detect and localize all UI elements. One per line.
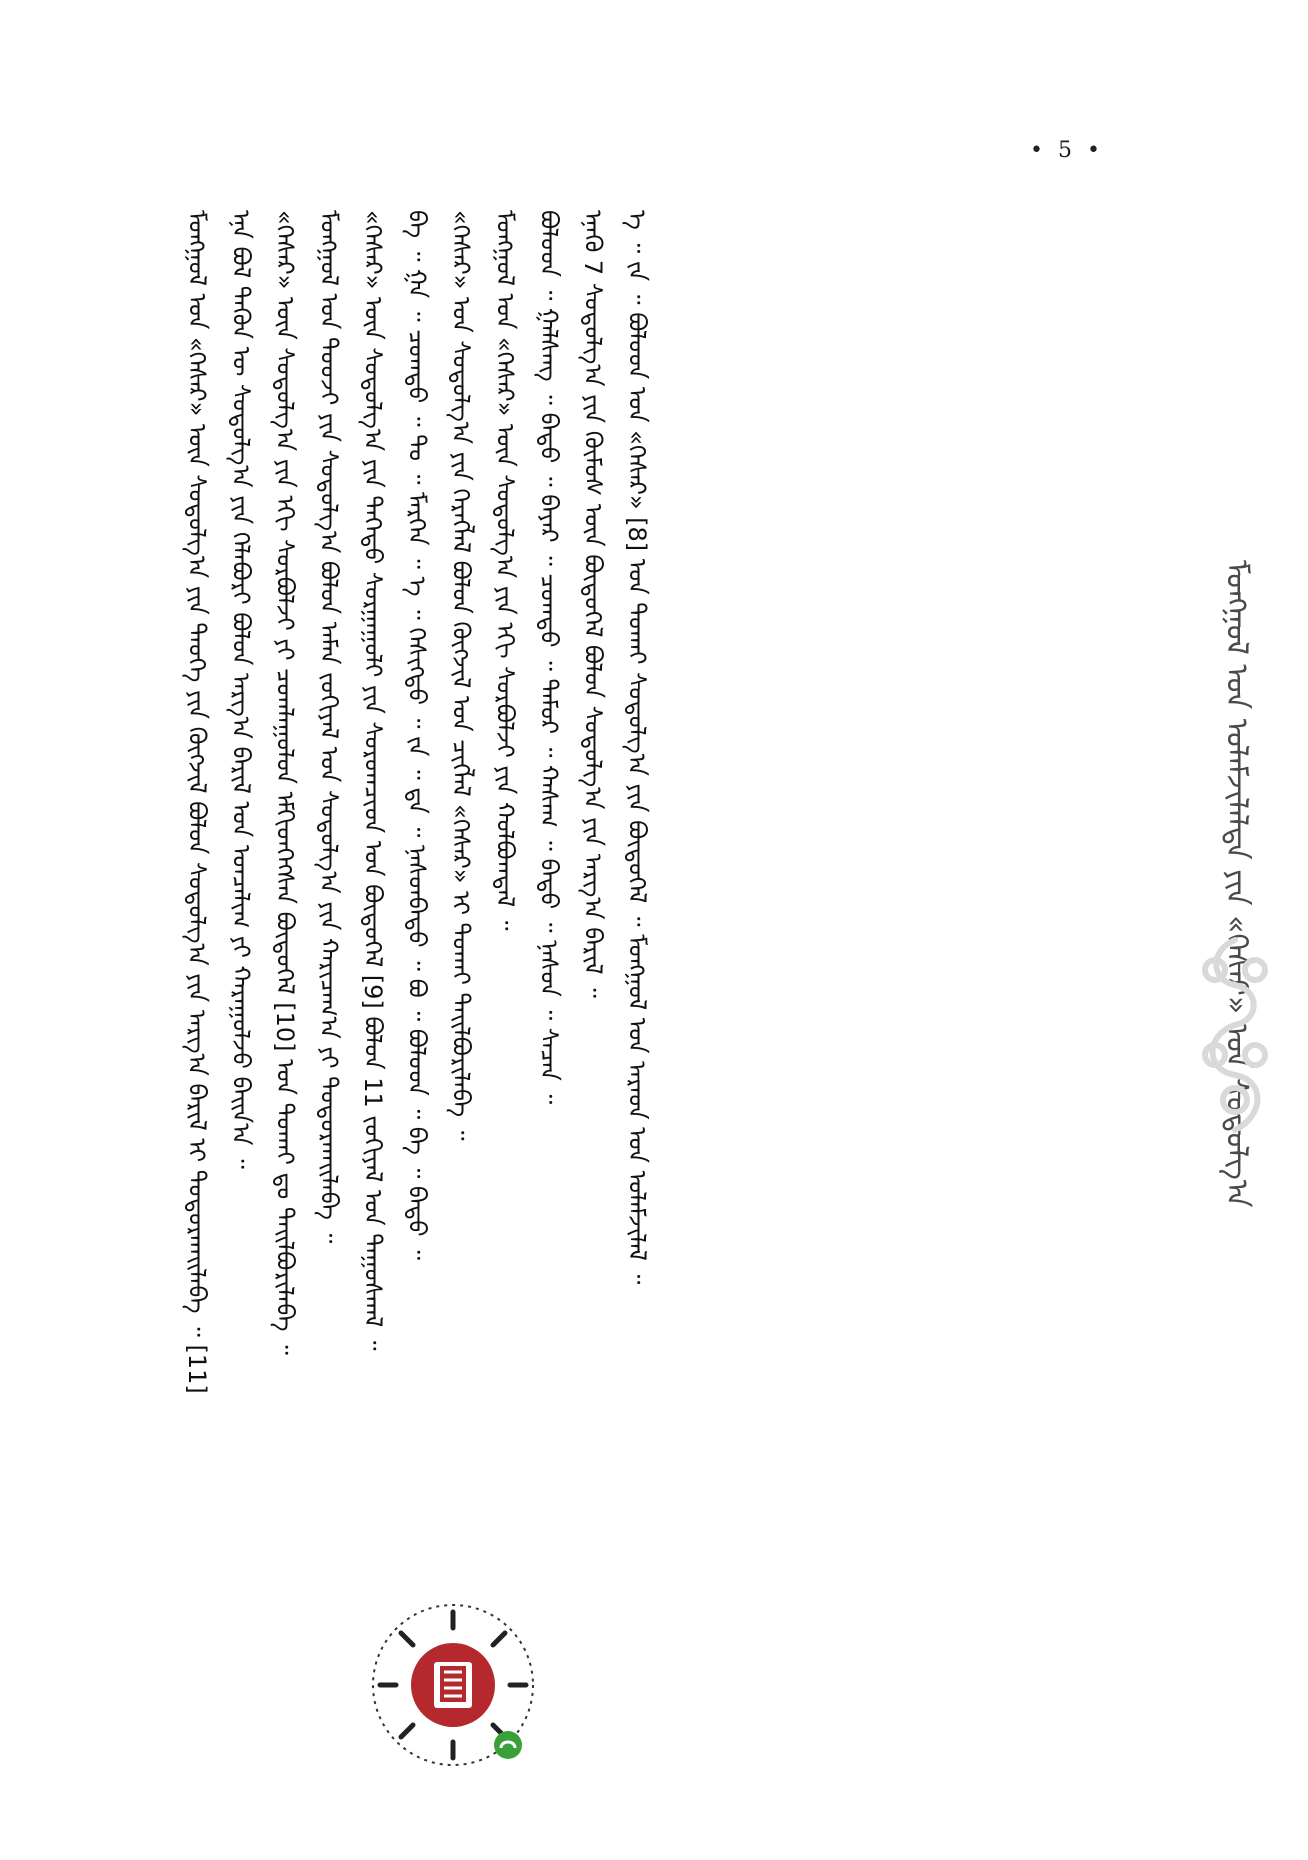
text-column: ᠡ ᠃ ᠵᠠ ᠃ ᠪᠣᠯᠣᠳ ᠤᠨ «ᠭᠡᠰᠡᠷ» [8] ᠤᠨ ᠲᠤᠬᠠᠢ ᠰᠤᠳᠤᠯᠭ᠎ᠠ ᠶᠢᠨ ᠪᠦᠲᠦᠭᠡᠯ ᠃ ᠮᠣᠩᠭᠣᠯ ᠤᠨ ᠠᠷᠠᠳ ᠤᠨ ᠤᠯᠠᠮᠵᠢᠯᠠᠯ ᠃ [623, 210, 651, 1285]
text-column: ᠡᠨᠡᠬᠦ 7 ᠰᠤᠳᠤᠯᠭ᠎ᠠ ᠶᠢᠨ ᠬᠦᠮᠦᠰ ᠦᠨ ᠪᠦᠲᠦᠭᠡᠯ ᠪᠣᠯᠣᠨ ᠰᠤᠳᠤᠯᠭ᠎ᠠ ᠶᠢᠨ ᠠᠷᠭ᠎ᠠ ᠪᠠᠷᠢᠯ ᠃ [579, 210, 607, 998]
cloud-ornament-icon [1190, 930, 1280, 1140]
text-column: ᠮᠣᠩᠭᠣᠯ ᠤᠨ «ᠭᠡᠰᠡᠷ» ᠦᠨ ᠰᠤᠳᠤᠯᠭ᠎ᠠ ᠶᠢᠨ ᠡᠬᠢ ᠰᠤᠷᠪᠤᠯᠵᠢ ᠶᠢᠨ ᠬᠣᠯᠪᠣᠭᠳᠠᠯ ᠃ [491, 210, 519, 931]
text-column: ᠮᠣᠩᠭᠣᠯ ᠤᠨ ᠲᠤᠤᠵᠢ ᠶᠢᠨ ᠰᠤᠳᠤᠯᠭ᠎ᠠ ᠪᠣᠯᠣᠨ ᠠᠮᠠᠨ ᠵᠣᠬᠢᠶᠠᠯ ᠤᠨ ᠰᠤᠳᠤᠯᠭ᠎ᠠ ᠶᠢᠨ ᠬᠠᠷᠢᠴᠠᠭ᠎ᠠ ᠶᠢ ᠲᠣᠳᠤᠷᠬᠠᠢᠯᠠᠪᠠ ᠃ [315, 210, 343, 1244]
running-header-title: ᠮᠣᠩᠭᠣᠯ ᠤᠨ ᠤᠯᠠᠮᠵᠢᠯᠠᠯᠲᠠ ᠶᠢᠨ «ᠭᠡᠰᠡᠷ» ᠤᠨ ᠰᠤᠳᠤᠯᠭ᠎ᠠ [1219, 560, 1254, 1208]
body-text [175, 210, 1155, 1660]
text-column: ᠡᠨᠡ ᠪᠣᠯ ᠲᠡᠭᠦᠨ ᠦ ᠰᠤᠳᠤᠯᠭ᠎ᠠ ᠶᠢᠨ ᠬᠡᠯᠡᠪᠦᠷᠢ ᠪᠣᠯᠣᠨ ᠠᠷᠭ᠎ᠠ ᠪᠠᠷᠢᠯ ᠤᠨ ᠣᠨᠴᠠᠯᠢᠭ ᠶᠢ ᠬᠠᠷᠠᠭᠤᠯᠵᠤ ᠪᠠᠢᠨ᠎ᠠ ᠃ [227, 210, 255, 1169]
text-column: ᠮᠣᠩᠭᠣᠯ ᠤᠨ «ᠭᠡᠰᠡᠷ» ᠦᠨ ᠰᠤᠳᠤᠯᠭ᠎ᠠ ᠶᠢᠨ ᠲᠡᠦᠬᠡ ᠶᠢᠨ ᠬᠥᠭᠵᠢᠯ ᠪᠣᠯᠣᠨ ᠰᠤᠳᠤᠯᠭ᠎ᠠ ᠶᠢᠨ ᠠᠷᠭ᠎ᠠ ᠪᠠᠷᠢᠯ ᠢ ᠲᠣᠳᠤᠷᠬᠠᠢᠯᠠᠪᠠ ᠃ [11] [183, 210, 211, 1394]
text-column: «ᠭᠡᠰᠡᠷ» ᠦᠨ ᠰᠤᠳᠤᠯᠭ᠎ᠠ ᠶᠢᠨ ᠳᠡᠭᠡᠳᠦ ᠰᠤᠷᠭᠠᠭᠤᠯᠢ ᠶᠢᠨ ᠰᠤᠷᠤᠭᠴᠢᠳ ᠤᠨ ᠪᠦᠲᠦᠭᠡᠯ [9] ᠪᠣᠯᠣᠨ 11 ᠵᠣᠬᠢᠶᠠᠯ ᠤᠨ ᠳᠠᠭᠤᠰᠬᠠᠯ ᠃ [359, 210, 387, 1351]
mini-program-qr-icon[interactable] [368, 1600, 538, 1770]
running-header [1180, 560, 1300, 1740]
text-column: ᠪᠣᠯᠣᠳ ᠃ ᠭᠠᠯᠰᠠᠩ ᠃ ᠪᠠᠲᠤ ᠃ ᠪᠠᠶᠠᠷ ᠃ ᠴᠣᠭᠲᠣ ᠃ ᠲᠡᠮᠦᠷ ᠃ ᠬᠠᠰᠠᠭ ᠃ ᠪᠠᠳᠤ ᠃ ᠨᠠᠰᠤᠨ ᠃ ᠰᠡᠴᠡᠨ ᠃ [535, 210, 563, 1105]
page-number: • 5 • [1030, 138, 1104, 163]
text-column: «ᠭᠡᠰᠡᠷ» ᠤᠨ ᠰᠤᠳᠤᠯᠭ᠎ᠠ ᠶᠢᠨ ᠬᠡᠷᠡᠭᠯᠡᠯ ᠪᠣᠯᠣᠨ ᠬᠥᠭᠵᠢᠯ ᠤᠨ ᠴᠢᠭᠯᠡᠯ «ᠭᠡᠰᠡᠷ» ᠢ ᠲᠤᠬᠠᠢ ᠲᠠᠢᠯᠪᠤᠷᠢᠯᠠᠪᠠ ᠃ [447, 210, 475, 1141]
text-column: ᠪᠠ ᠃ ᠭᠠ ᠃ ᠴᠣᠭᠲᠣ ᠃ ᠲᠣ ᠃ ᠮᠡᠷᠭᠡᠨ ᠃ ᠡ ᠃ ᠬᠡᠰᠢᠭᠲᠦ ᠃ ᠵᠠ ᠃ ᠳᠠ ᠃ ᠨᠠᠰᠤᠨᠪᠠᠲᠤ ᠃ ᠪᠣ ᠃ ᠪᠣᠯᠣᠳ ᠃ ᠪᠠ ᠃ ᠪᠠᠲᠤ ᠃ [403, 210, 431, 1260]
text-column: «ᠭᠡᠰᠡᠷ» ᠦᠨ ᠰᠤᠳᠤᠯᠭ᠎ᠠ ᠶᠢᠨ ᠡᠬᠢ ᠰᠤᠷᠪᠤᠯᠵᠢ ᠶᠢ ᠴᠤᠭᠯᠠᠭᠤᠯᠤᠨ ᠡᠮᠬᠢᠳᠬᠡᠭᠰᠡᠨ ᠪᠦᠲᠦᠭᠡᠯ [10] ᠤᠨ ᠲᠤᠬᠠᠢ ᠳᠤ ᠲᠠᠢᠯᠪᠤᠷᠢᠯᠠᠪᠠ ᠃ [271, 210, 299, 1355]
